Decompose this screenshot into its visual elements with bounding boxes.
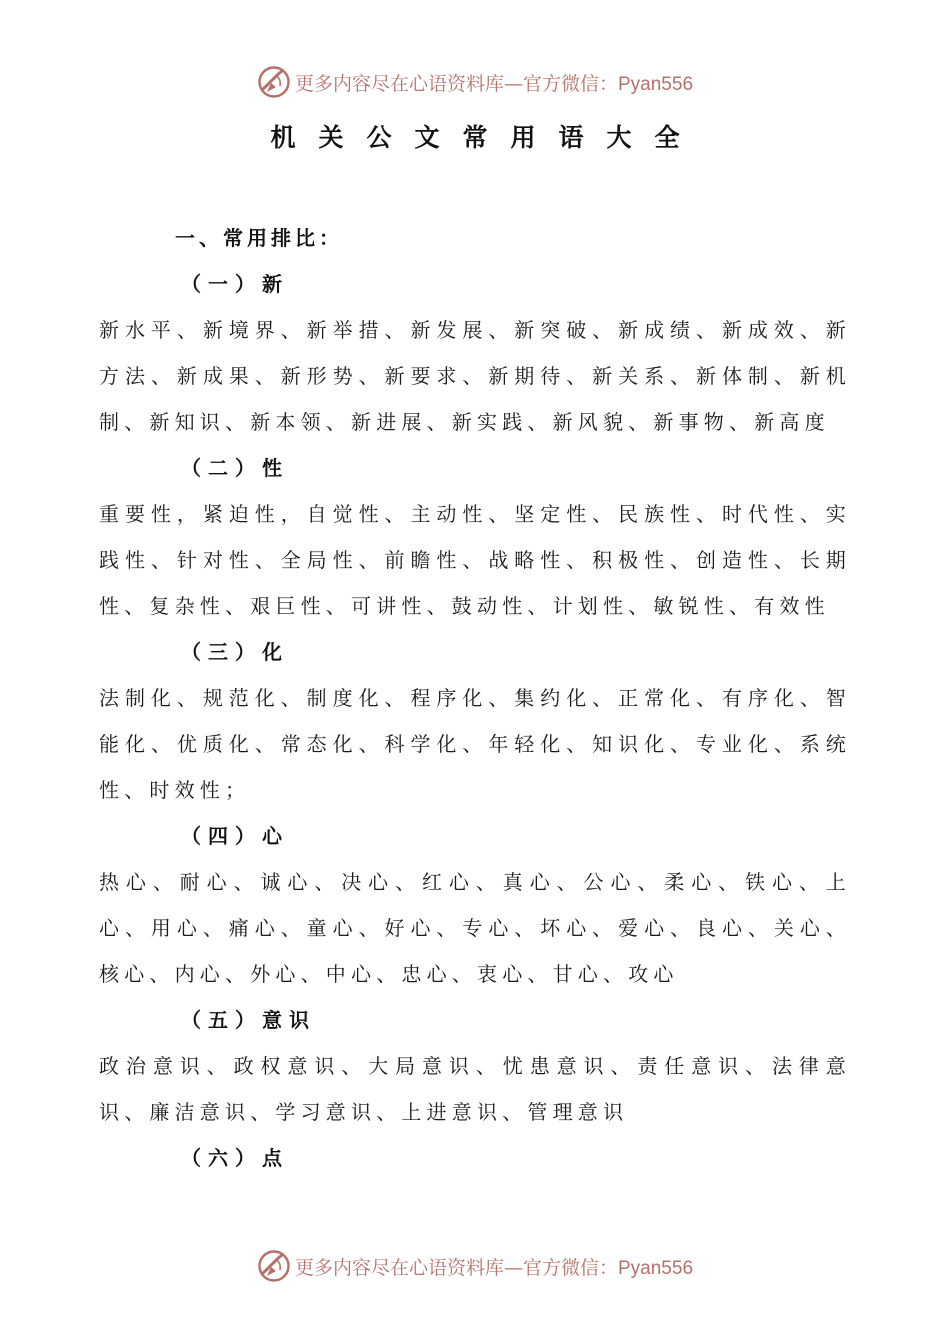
group-text-hua: 法制化、规范化、制度化、程序化、集约化、正常化、有序化、智能化、优质化、常态化、科学化、年轻化、知识化、专业化、系统性、时效性； bbox=[99, 686, 851, 802]
watermark-header bbox=[0, 62, 950, 102]
group-heading-yishi: （五）意识 bbox=[181, 1008, 316, 1032]
group-text-yishi: 政治意识、政权意识、大局意识、忧患意识、责任意识、法律意识、廉洁意识、学习意识、上进意识、管理意识 bbox=[99, 1054, 851, 1124]
watermark-wechat-id: Pyan556 bbox=[618, 1257, 694, 1279]
group-text-new: 新水平、新境界、新举措、新发展、新突破、新成绩、新成效、新方法、新成果、新形势、新要求、新期待、新关系、新体制、新机制、新知识、新本领、新进展、新实践、新风貌、新事物、新高度 bbox=[99, 318, 851, 434]
group-heading-dian: （六）点 bbox=[181, 1146, 289, 1170]
group-heading-xin: （四）心 bbox=[181, 824, 289, 848]
watermark-text: 更多内容尽在心语资料库—官方微信： bbox=[294, 1256, 618, 1279]
group-heading-new: （一）新 bbox=[181, 272, 289, 296]
watermark-wechat-id: Pyan556 bbox=[618, 73, 694, 95]
group-heading-xing: （二）性 bbox=[181, 456, 289, 480]
group-text-xin: 热心、耐心、诚心、决心、红心、真心、公心、柔心、铁心、上心、用心、痛心、童心、好心、专心、坏心、爱心、良心、关心、核心、内心、外心、中心、忠心、衷心、甘心、攻心 bbox=[99, 870, 851, 986]
pen-circle-logo-icon bbox=[257, 1249, 291, 1283]
watermark-text: 更多内容尽在心语资料库—官方微信： bbox=[294, 72, 618, 95]
document-title: 机关公文常用语大全 bbox=[270, 123, 703, 152]
document-body bbox=[99, 215, 851, 1181]
section-heading: 一、常用排比： bbox=[175, 226, 343, 250]
group-text-xing: 重要性，紧迫性，自觉性、主动性、坚定性、民族性、时代性、实践性、针对性、全局性、前瞻性、战略性、积极性、创造性、长期性、复杂性、艰巨性、可讲性、鼓动性、计划性、敏锐性、有效性 bbox=[99, 502, 851, 618]
group-heading-hua: （三）化 bbox=[181, 640, 289, 664]
watermark-footer bbox=[0, 1246, 950, 1286]
pen-circle-logo-icon bbox=[257, 65, 291, 99]
